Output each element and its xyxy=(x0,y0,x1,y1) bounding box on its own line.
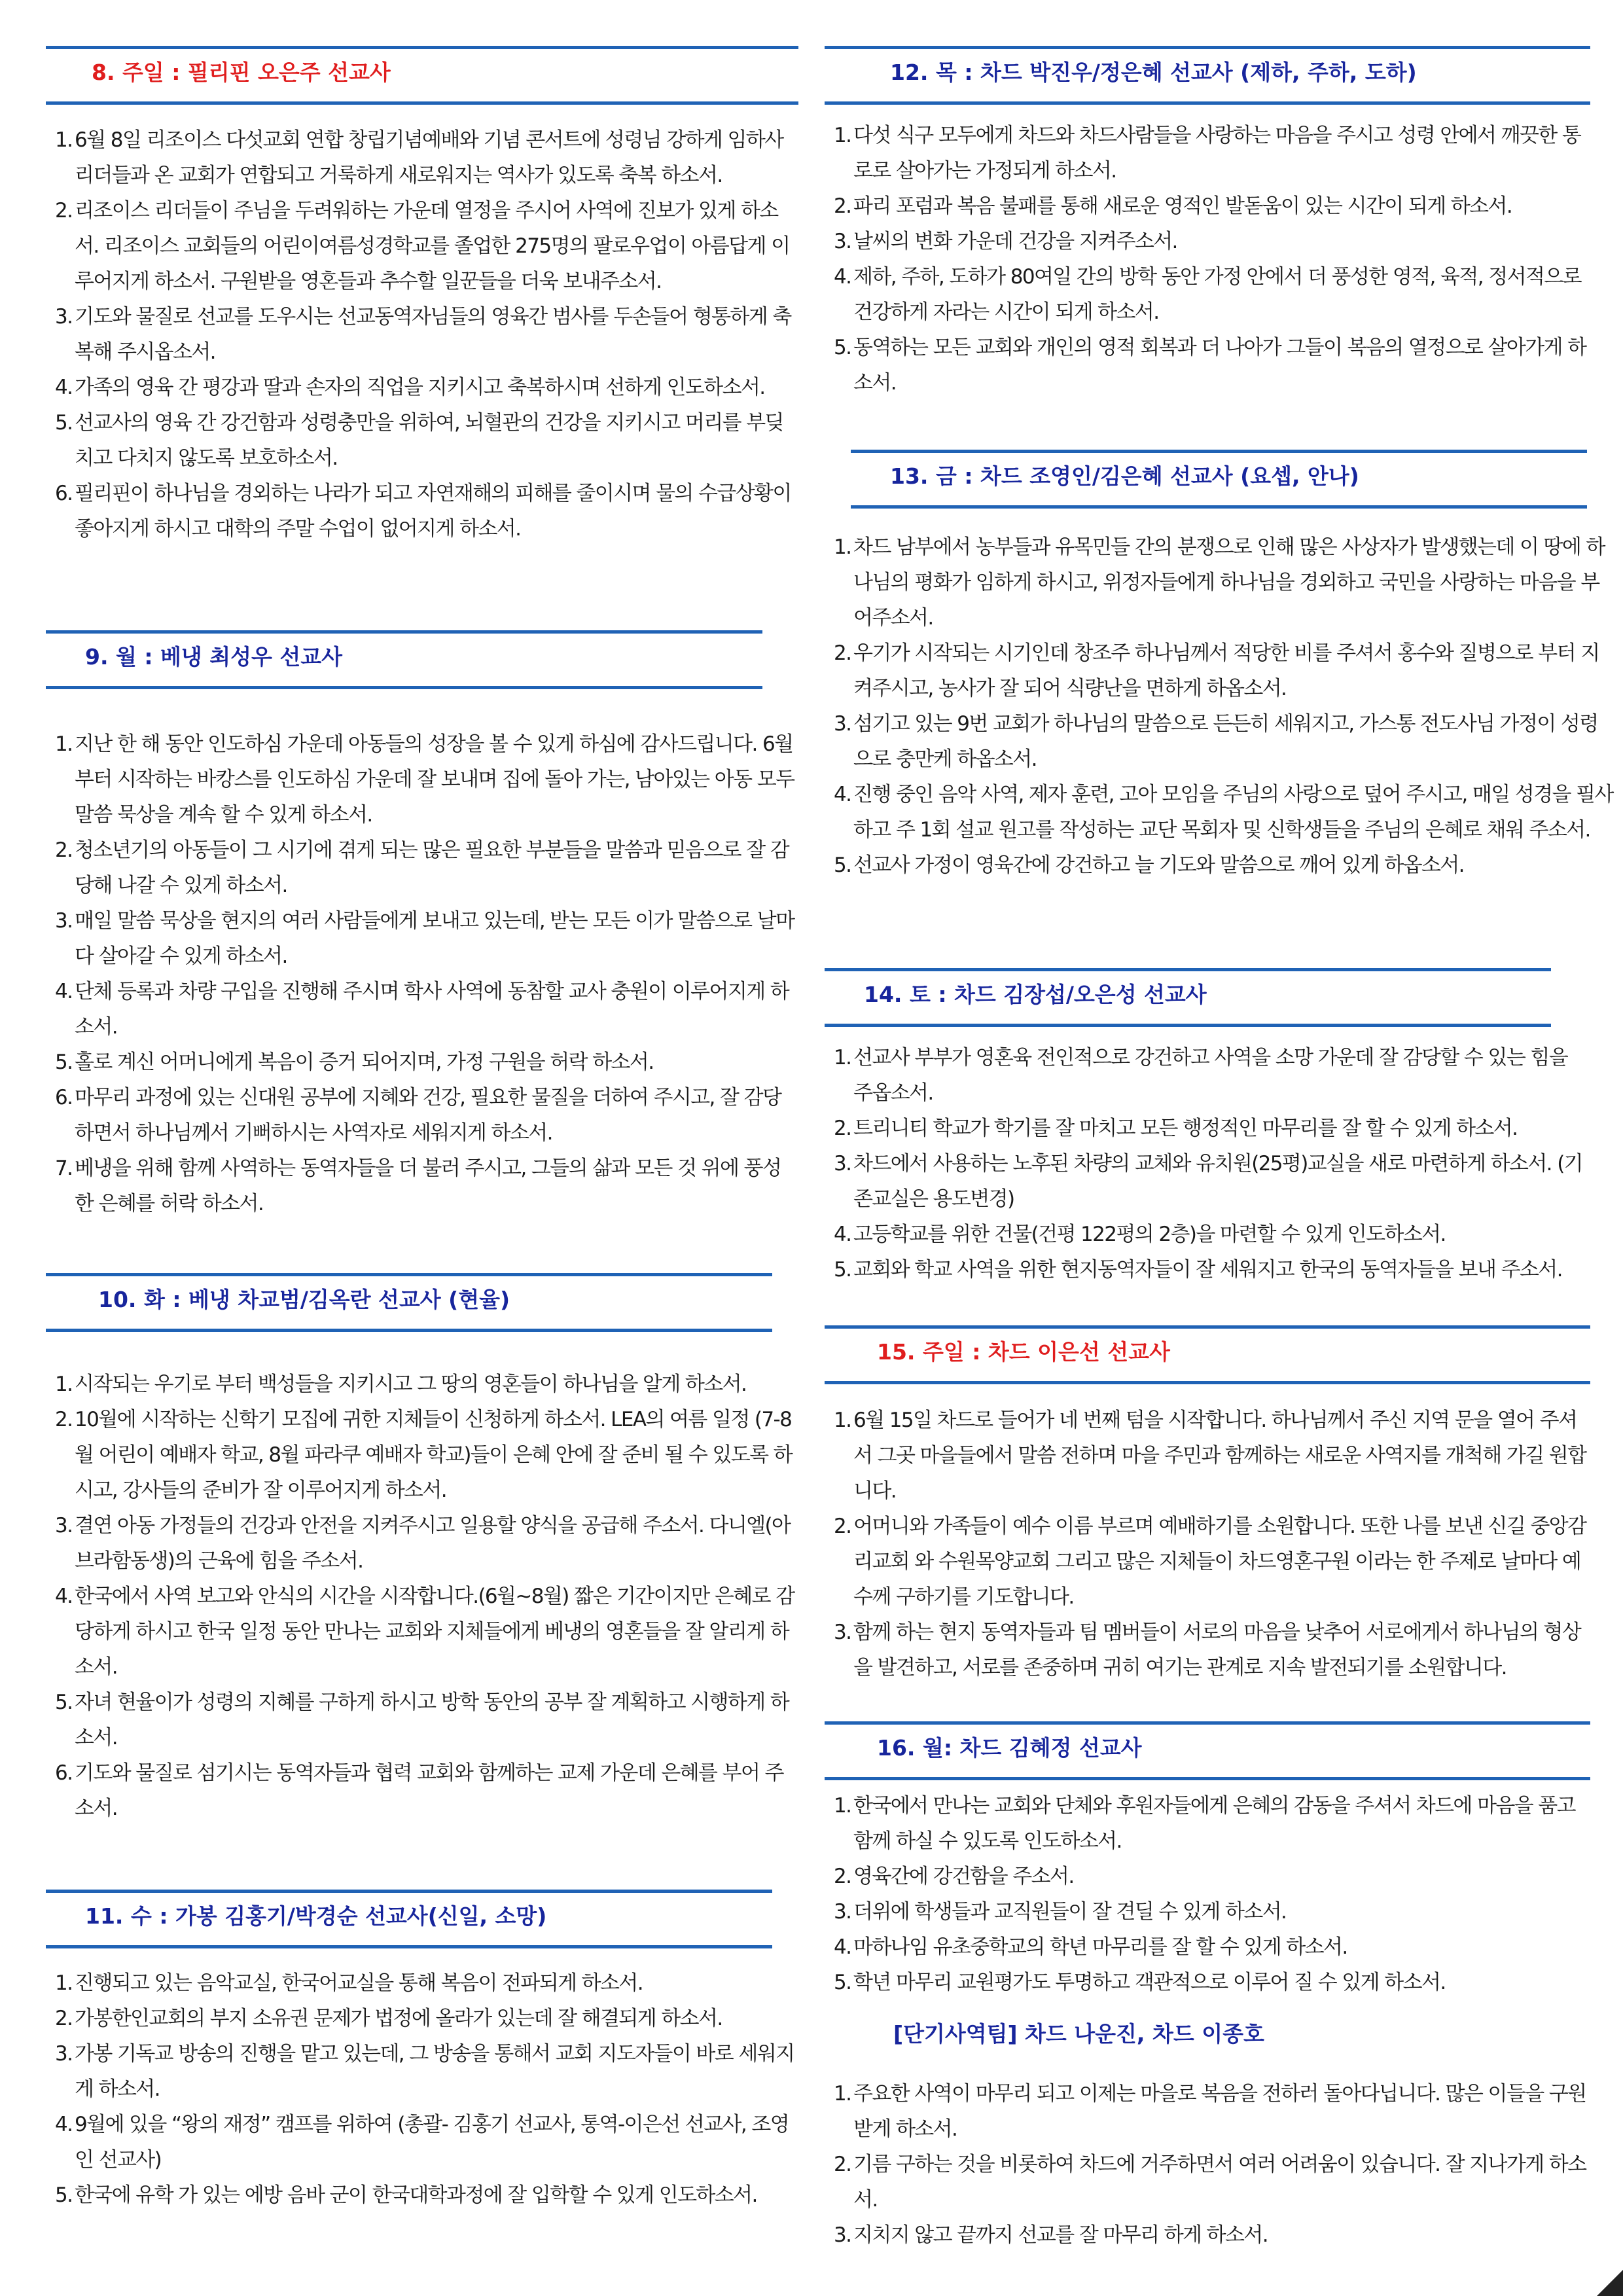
prayer-list xyxy=(55,122,798,547)
section-header xyxy=(46,630,762,689)
item-text: 필리핀이 하나님을 경외하는 나라가 되고 자연재해의 피해를 줄이시며 물의 수급상황이 좋아지게 하시고 대학의 주말 수업이 없어지게 하소서. xyxy=(75,482,791,541)
prayer-item xyxy=(834,1509,1590,1615)
item-text: 매일 말씀 묵상을 현지의 여러 사람들에게 보내고 있는데, 받는 모든 이가 말씀으로 날마다 살아갈 수 있게 하소서. xyxy=(75,909,794,968)
item-number: 6. xyxy=(55,1761,73,1785)
item-number: 4. xyxy=(55,2113,73,2136)
prayer-item xyxy=(55,1579,798,1685)
item-text: 학년 마무리 교원평가도 투명하고 객관적으로 이루어 질 수 있게 하소서. xyxy=(853,1971,1446,1994)
section-10-benin xyxy=(46,1273,794,1820)
item-number: 5. xyxy=(55,2183,73,2207)
prayer-item xyxy=(834,188,1590,224)
prayer-item xyxy=(834,636,1613,706)
prayer-item xyxy=(834,118,1590,188)
section-header xyxy=(825,1721,1590,1780)
prayer-item xyxy=(834,1788,1590,1859)
prayer-item xyxy=(55,1755,798,1826)
item-number: 5. xyxy=(834,1971,851,1994)
section-9-benin xyxy=(46,630,794,1215)
section-12-chad xyxy=(825,46,1590,395)
section-title: 15. 주일 : 차드 이은선 선교사 xyxy=(877,1339,1170,1365)
section-header xyxy=(46,1890,772,1948)
page-corner-mark xyxy=(1597,2270,1623,2296)
item-text: 베냉을 위해 함께 사역하는 동역자들을 더 불러 주시고, 그들의 삶과 모든 것 위에 풍성한 은혜를 허락 하소서. xyxy=(75,1157,781,1215)
item-text: 지난 한 해 동안 인도하심 가운데 아동들의 성장을 볼 수 있게 하심에 감사드립니다. 6월부터 시작하는 바캉스를 인도하심 가운데 잘 보내며 집에 돌아 가는, 남아있는 아동 모두 말씀 묵상을 계속 할 수 있게 하소서. xyxy=(75,732,794,827)
prayer-item xyxy=(55,1402,798,1508)
prayer-item xyxy=(834,706,1613,777)
item-text: 지치지 않고 끝까지 선교를 잘 마무리 하게 하소서. xyxy=(853,2223,1268,2247)
item-number: 3. xyxy=(834,1900,851,1924)
item-text: 홀로 계신 어머니에게 복음이 증거 되어지며, 가정 구원을 허락 하소서. xyxy=(75,1050,654,1074)
item-text: 선교사 부부가 영혼육 전인적으로 강건하고 사역을 소망 가운데 잘 감당할 수 있는 힘을 주옵소서. xyxy=(853,1046,1568,1105)
item-text: 교회와 학교 사역을 위한 현지동역자들이 잘 세워지고 한국의 동역자들을 보내 주소서. xyxy=(853,1258,1562,1282)
prayer-list xyxy=(55,726,798,1221)
item-number: 1. xyxy=(834,1046,851,1069)
section-16-chad xyxy=(825,1721,1590,1994)
prayer-item xyxy=(834,848,1613,883)
section-title: 14. 토 : 차드 김장섭/오은성 선교사 xyxy=(864,982,1207,1007)
prayer-item xyxy=(834,1615,1590,1685)
item-number: 3. xyxy=(55,909,73,933)
item-number: 3. xyxy=(834,230,851,253)
section-title: 8. 주일 : 필리핀 오은주 선교사 xyxy=(92,60,391,85)
item-number: 4. xyxy=(55,1585,73,1608)
item-number: 2. xyxy=(55,838,73,862)
item-text: 영육간에 강건함을 주소서. xyxy=(853,1865,1074,1888)
item-number: 4. xyxy=(55,376,73,399)
prayer-item xyxy=(834,259,1590,330)
prayer-item xyxy=(55,1508,798,1579)
item-text: 리조이스 리더들이 주님을 두려워하는 가운데 열정을 주시어 사역에 진보가 있게 하소서. 리조이스 교회들의 어린이여름성경학교를 졸업한 275명의 팔로우업이 아름답게 이루어지게 하소서. 구원받을 영혼들과 추수할 일꾼들을 더욱 보내주소서. xyxy=(75,199,790,293)
item-number: 2. xyxy=(834,2153,851,2176)
section-header xyxy=(851,450,1587,509)
item-number: 1. xyxy=(834,124,851,147)
item-text: 기름 구하는 것을 비롯하여 차드에 거주하면서 여러 어려움이 있습니다. 잘 지나가게 하소서. xyxy=(853,2153,1586,2212)
prayer-item xyxy=(834,1929,1590,1965)
section-header xyxy=(825,46,1590,105)
item-number: 1. xyxy=(55,1971,73,1995)
prayer-item xyxy=(834,2076,1590,2147)
prayer-list xyxy=(834,118,1590,401)
item-text: 9월에 있을 “왕의 재정” 캠프를 위하여 (총괄- 김홍기 선교사, 통역-이은선 선교사, 조영인 선교사) xyxy=(75,2113,789,2172)
prayer-list xyxy=(834,529,1613,883)
item-number: 1. xyxy=(834,2082,851,2106)
prayer-item xyxy=(834,1040,1590,1111)
item-text: 다섯 식구 모두에게 차드와 차드사람들을 사랑하는 마음을 주시고 성령 안에서 깨끗한 통로로 살아가는 가정되게 하소서. xyxy=(853,124,1581,183)
item-text: 자녀 현율이가 성령의 지혜를 구하게 하시고 방학 동안의 공부 잘 계획하고 시행하게 하소서. xyxy=(75,1691,789,1749)
prayer-item xyxy=(834,1217,1590,1252)
item-text: 가봉 기독교 방송의 진행을 맡고 있는데, 그 방송을 통해서 교회 지도자들이 바로 세워지게 하소서. xyxy=(75,2042,794,2101)
prayer-item xyxy=(834,529,1613,636)
item-number: 4. xyxy=(55,980,73,1003)
section-11-gabon xyxy=(46,1890,794,2207)
item-text: 마무리 과정에 있는 신대원 공부에 지혜와 건강, 필요한 물질을 더하여 주시고, 잘 감당하면서 하나님께서 기뻐하시는 사역자로 세워지게 하소서. xyxy=(75,1086,781,1145)
item-text: 함께 하는 현지 동역자들과 팀 멤버들이 서로의 마음을 낮추어 서로에게서 하나님의 형상을 발견하고, 서로를 존중하며 귀히 여기는 관계로 지속 발전되기를 소원합니다. xyxy=(853,1621,1581,1679)
item-number: 1. xyxy=(55,732,73,756)
item-number: 3. xyxy=(55,1514,73,1537)
item-text: 차드에서 사용하는 노후된 차량의 교체와 유치원(25평)교실을 새로 마련하게 하소서. (기존교실은 용도변경) xyxy=(853,1152,1583,1211)
item-text: 기도와 물질로 선교를 도우시는 선교동역자님들의 영육간 범사를 두손들어 형통하게 축복해 주시옵소서. xyxy=(75,305,791,364)
prayer-list xyxy=(834,1403,1590,1685)
prayer-item xyxy=(55,2036,798,2107)
section-title: 16. 월: 차드 김혜정 선교사 xyxy=(877,1735,1142,1761)
prayer-list xyxy=(55,1367,798,1826)
prayer-item xyxy=(834,330,1590,401)
prayer-item xyxy=(834,1252,1590,1287)
section-title: 13. 금 : 차드 조영인/김은혜 선교사 (요셉, 안나) xyxy=(890,463,1359,489)
item-number: 3. xyxy=(55,305,73,329)
section-14-chad xyxy=(825,968,1583,1282)
item-text: 10월에 시작하는 신학기 모집에 귀한 지체들이 신청하게 하소서. LEA의 여름 일정 (7-8월 어린이 예배자 학교, 8월 파라쿠 예배자 학교)들이 은혜 안에 잘 준비 될 수 있도록 하시고, 강사들의 준비가 잘 이루어지게 하소서. xyxy=(75,1408,793,1502)
item-number: 5. xyxy=(834,336,851,359)
prayer-item xyxy=(55,903,798,974)
item-number: 6. xyxy=(55,1086,73,1109)
item-number: 4. xyxy=(834,1223,851,1246)
item-number: 3. xyxy=(55,2042,73,2066)
section-title: 9. 월 : 베냉 최성우 선교사 xyxy=(85,644,343,670)
item-text: 기도와 물질로 섬기시는 동역자들과 협력 교회와 함께하는 교제 가운데 은혜를 부어 주소서. xyxy=(75,1761,783,1820)
item-number: 3. xyxy=(834,1621,851,1644)
prayer-item xyxy=(55,2178,798,2213)
item-number: 3. xyxy=(834,2223,851,2247)
prayer-item xyxy=(55,1367,798,1402)
item-text: 진행 중인 음악 사역, 제자 훈련, 고아 모임을 주님의 사랑으로 덮어 주시고, 매일 성경을 필사하고 주 1회 설교 원고를 작성하는 교단 목회자 및 신학생들을 주님의 은혜로 채워 주소서. xyxy=(853,783,1613,842)
item-number: 5. xyxy=(55,1050,73,1074)
item-number: 6. xyxy=(55,482,73,505)
item-text: 더위에 학생들과 교직원들이 잘 견딜 수 있게 하소서. xyxy=(853,1900,1287,1924)
section-13-chad xyxy=(834,450,1613,877)
item-text: 동역하는 모든 교회와 개인의 영적 회복과 더 나아가 그들이 복음의 열정으로 살아가게 하소서. xyxy=(853,336,1586,395)
item-text: 날씨의 변화 가운데 건강을 지켜주소서. xyxy=(853,230,1177,253)
item-number: 5. xyxy=(55,1691,73,1714)
item-text: 한국에서 사역 보고와 안식의 시간을 시작합니다.(6월~8월) 짧은 기간이지만 은혜로 감당하게 하시고 한국 일정 동안 만나는 교회와 지체들에게 베냉의 영혼들을 잘 알리게 하소서. xyxy=(75,1585,794,1679)
prayer-item xyxy=(834,1894,1590,1929)
item-number: 5. xyxy=(834,1258,851,1282)
item-text: 청소년기의 아동들이 그 시기에 겪게 되는 많은 필요한 부분들을 말씀과 믿음으로 잘 감당해 나갈 수 있게 하소서. xyxy=(75,838,789,897)
item-number: 4. xyxy=(834,265,851,289)
item-text: 가봉한인교회의 부지 소유권 문제가 법정에 올라가 있는데 잘 해결되게 하소서. xyxy=(75,2007,722,2030)
item-number: 3. xyxy=(834,712,851,736)
item-number: 1. xyxy=(834,535,851,559)
prayer-item xyxy=(55,122,798,193)
item-text: 시작되는 우기로 부터 백성들을 지키시고 그 땅의 영혼들이 하나님을 알게 하소서. xyxy=(75,1372,747,1396)
item-text: 가족의 영육 간 평강과 딸과 손자의 직업을 지키시고 축복하시며 선하게 인도하소서. xyxy=(75,376,765,399)
item-number: 2. xyxy=(834,641,851,665)
section-header xyxy=(825,1325,1590,1384)
prayer-item xyxy=(55,974,798,1045)
prayer-item xyxy=(834,224,1590,259)
item-text: 트리니티 학교가 학기를 잘 마치고 모든 행정적인 마무리를 잘 할 수 있게 하소서. xyxy=(853,1117,1518,1140)
item-text: 고등학교를 위한 건물(건평 122평의 2층)을 마련할 수 있게 인도하소서. xyxy=(853,1223,1446,1246)
item-text: 진행되고 있는 음악교실, 한국어교실을 통해 복음이 전파되게 하소서. xyxy=(75,1971,643,1995)
item-text: 선교사 가정이 영육간에 강건하고 늘 기도와 말씀으로 깨어 있게 하옵소서. xyxy=(853,853,1464,877)
item-number: 1. xyxy=(834,1794,851,1818)
section-header xyxy=(46,1273,772,1332)
prayer-item xyxy=(55,2107,798,2178)
item-number: 2. xyxy=(834,1865,851,1888)
prayer-list xyxy=(55,1965,798,2213)
item-text: 한국에서 만나는 교회와 단체와 후원자들에게 은혜의 감동을 주셔서 차드에 마음을 품고 함께 하실 수 있도록 인도하소서. xyxy=(853,1794,1575,1853)
item-text: 6월 8일 리조이스 다섯교회 연합 창립기념예배와 기념 콘서트에 성령님 강하게 임하사 리더들과 온 교회가 연합되고 거룩하게 새로워지는 역사가 있도록 축복 하소서. xyxy=(75,128,783,187)
section-title: 11. 수 : 가봉 김홍기/박경순 선교사(신일, 소망) xyxy=(85,1903,547,1929)
item-text: 우기가 시작되는 시기인데 창조주 하나님께서 적당한 비를 주셔서 홍수와 질병으로 부터 지켜주시고, 농사가 잘 되어 식량난을 면하게 하옵소서. xyxy=(853,641,1599,700)
item-text: 섬기고 있는 9번 교회가 하나님의 말씀으로 든든히 세워지고, 가스통 전도사님 가정이 성령으로 충만케 하옵소서. xyxy=(853,712,1598,771)
item-text: 파리 포럼과 복음 불패를 통해 새로운 영적인 발돋움이 있는 시간이 되게 하소서. xyxy=(853,194,1512,218)
section-15-chad xyxy=(825,1325,1590,1679)
prayer-item xyxy=(55,1151,798,1221)
item-number: 2. xyxy=(55,199,73,223)
prayer-item xyxy=(55,1045,798,1080)
prayer-item xyxy=(834,1146,1590,1217)
item-number: 2. xyxy=(55,1408,73,1431)
section-8-philippines xyxy=(46,46,798,541)
item-text: 제하, 주하, 도하가 80여일 간의 방학 동안 가정 안에서 더 풍성한 영적, 육적, 정서적으로 건강하게 자라는 시간이 되게 하소서. xyxy=(853,265,1581,324)
section-header xyxy=(825,968,1551,1027)
item-number: 3. xyxy=(834,1152,851,1175)
item-number: 2. xyxy=(834,1515,851,1538)
item-text: 단체 등록과 차량 구입을 진행해 주시며 학사 사역에 동참할 교사 충원이 이루어지게 하소서. xyxy=(75,980,789,1039)
prayer-item xyxy=(55,833,798,903)
prayer-item xyxy=(834,777,1613,848)
item-number: 7. xyxy=(55,1157,73,1180)
prayer-item xyxy=(834,2217,1590,2253)
prayer-list xyxy=(834,1040,1590,1287)
item-text: 어머니와 가족들이 예수 이름 부르며 예배하기를 소원합니다. 또한 나를 보낸 신길 중앙감리교회 와 수원목양교회 그리고 많은 지체들이 차드영혼구원 이라는 한 주제로 날마다 예수께 구하기를 기도합니다. xyxy=(853,1515,1586,1609)
item-number: 5. xyxy=(834,853,851,877)
item-number: 1. xyxy=(834,1408,851,1432)
prayer-item xyxy=(834,1859,1590,1894)
prayer-item xyxy=(834,1403,1590,1509)
prayer-item xyxy=(55,476,798,547)
item-number: 5. xyxy=(55,411,73,435)
prayer-list xyxy=(834,2076,1590,2253)
item-text: 6월 15일 차드로 들어가 네 번째 텀을 시작합니다. 하나님께서 주신 지역 문을 열어 주셔서 그곳 마을들에서 말씀 전하며 마을 주민과 함께하는 새로운 사역지를 개척해 가길 원합니다. xyxy=(853,1408,1586,1503)
prayer-list xyxy=(834,1788,1590,2000)
prayer-item xyxy=(55,405,798,476)
item-number: 4. xyxy=(834,1935,851,1959)
prayer-item xyxy=(55,193,798,299)
item-text: 결연 아동 가정들의 건강과 안전을 지켜주시고 일용할 양식을 공급해 주소서. 다니엘(아브라함동생)의 근육에 힘을 주소서. xyxy=(75,1514,791,1573)
item-text: 마하나임 유초중학교의 학년 마무리를 잘 할 수 있게 하소서. xyxy=(853,1935,1347,1959)
item-number: 4. xyxy=(834,783,851,806)
item-text: 한국에 유학 가 있는 에방 음바 군이 한국대학과정에 잘 입학할 수 있게 인도하소서. xyxy=(75,2183,757,2207)
section-header xyxy=(46,46,798,105)
item-text: 주요한 사역이 마무리 되고 이제는 마을로 복음을 전하러 돌아다닙니다. 많은 이들을 구원 받게 하소서. xyxy=(853,2082,1586,2141)
item-number: 2. xyxy=(834,194,851,218)
item-text: 차드 남부에서 농부들과 유목민들 간의 분쟁으로 인해 많은 사상자가 발생했는데 이 땅에 하나님의 평화가 임하게 하시고, 위정자들에게 하나님을 경외하고 국민을 사랑하는 마음을 부어주소서. xyxy=(853,535,1605,630)
item-number: 2. xyxy=(55,2007,73,2030)
item-number: 2. xyxy=(834,1117,851,1140)
prayer-item xyxy=(55,299,798,370)
section-title: 10. 화 : 베냉 차교범/김옥란 선교사 (현율) xyxy=(98,1287,510,1312)
prayer-item xyxy=(55,1685,798,1755)
prayer-item xyxy=(55,370,798,405)
prayer-item xyxy=(834,1965,1590,2000)
prayer-item xyxy=(55,726,798,833)
prayer-item xyxy=(55,1080,798,1151)
prayer-item xyxy=(834,2147,1590,2217)
prayer-item xyxy=(834,1111,1590,1146)
prayer-item xyxy=(55,1965,798,2001)
item-number: 1. xyxy=(55,128,73,152)
section-title: 12. 목 : 차드 박진우/정은혜 선교사 (제하, 주하, 도하) xyxy=(890,60,1417,85)
section-title: [단기사역팀] 차드 나운진, 차드 이종호 xyxy=(893,2021,1264,2047)
prayer-item xyxy=(55,2001,798,2036)
item-number: 1. xyxy=(55,1372,73,1396)
item-text: 선교사의 영육 간 강건함과 성령충만을 위하여, 뇌혈관의 건강을 지키시고 머리를 부딪치고 다치지 않도록 보호하소서. xyxy=(75,411,783,470)
